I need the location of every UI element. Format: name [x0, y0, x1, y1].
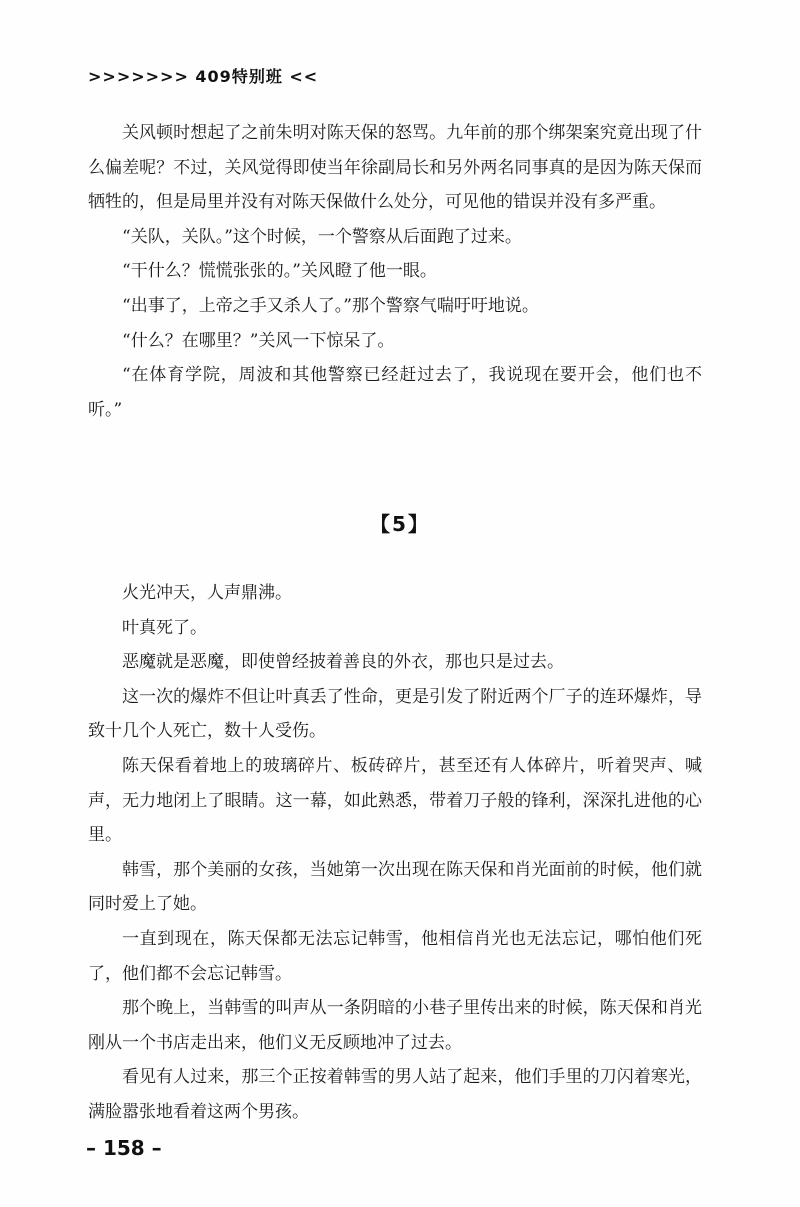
page-number: – 158 – [86, 1136, 162, 1160]
paragraph: 一直到现在，陈天保都无法忘记韩雪，他相信肖光也无法忘记，哪怕他们死了，他们都不会忘记韩雪。 [88, 928, 702, 984]
paragraph: 这一次的爆炸不但让叶真丢了性命，更是引发了附近两个厂子的连环爆炸，导致十几个人死亡，数十人受伤。 [88, 686, 702, 742]
paragraph: 叶真死了。 [122, 617, 207, 638]
paragraph: “关队，关队。”这个时候，一个警察从后面跑了过来。 [122, 226, 522, 247]
paragraph: 恶魔就是恶魔，即使曾经披着善良的外衣，那也只是过去。 [122, 652, 564, 673]
paragraph: 陈天保看着地上的玻璃碎片、板砖碎片，甚至还有人体碎片，听着哭声、喊声，无力地闭上了眼睛。这一幕，如此熟悉，带着刀子般的锋利，深深扎进他的心里。 [88, 755, 702, 846]
paragraph: 关风顿时想起了之前朱明对陈天保的怒骂。九年前的那个绑架案究竟出现了什么偏差呢？不过，关风觉得即使当年徐副局长和另外两名同事真的是因为陈天保而牺牲的，但是局里并没有对陈天保做什么处分，可见他的错误并没有多严重。 [88, 123, 702, 213]
paragraph: “在体育学院，周波和其他警察已经赶过去了，我说现在要开会，他们也不听。” [88, 365, 702, 420]
running-header: >>>>>>> 409特别班 << [88, 67, 319, 86]
paragraph: 火光冲天，人声鼎沸。 [122, 583, 292, 603]
paragraph: 那个晚上，当韩雪的叫声从一条阴暗的小巷子里传出来的时候，陈天保和肖光刚从一个书店走出来，他们义无反顾地冲了过去。 [88, 998, 702, 1053]
text-block-before-section [88, 116, 702, 427]
paragraph: “干什么？慌慌张张的。”关风瞪了他一眼。 [122, 261, 437, 282]
paragraph: “出事了，上帝之手又杀人了。”那个警察气喘吁吁地说。 [122, 295, 539, 316]
paragraph: “什么？在哪里？”关风一下惊呆了。 [122, 330, 395, 351]
section-heading: 【5】 [370, 512, 430, 536]
paragraph: 韩雪，那个美丽的女孩，当她第一次出现在陈天保和肖光面前的时候，他们就同时爱上了她。 [88, 859, 702, 915]
paragraph: 看见有人过来，那三个正按着韩雪的男人站了起来，他们手里的刀闪着寒光，满脸嚣张地看着这两个男孩。 [88, 1067, 702, 1122]
text-block-after-section [88, 576, 702, 1130]
